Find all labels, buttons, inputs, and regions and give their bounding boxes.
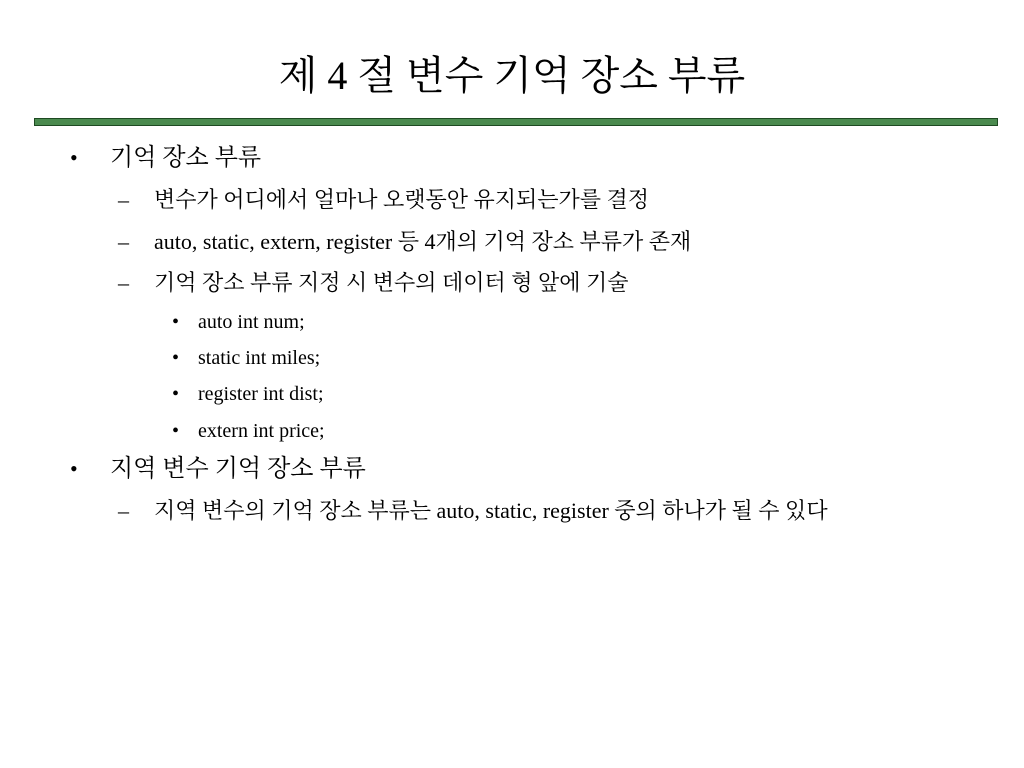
sub-bullet-declaration bbox=[118, 268, 629, 298]
dash-marker: – bbox=[118, 270, 129, 295]
bullet-local-storage-class bbox=[70, 454, 366, 484]
sub-bullet-text: 지역 변수의 기억 장소 부류는 auto, static, register 중의 하나가 될 수 있다 bbox=[154, 498, 828, 523]
bullet-text: 기억 장소 부류 bbox=[110, 145, 262, 171]
code-example-text: auto int num; bbox=[198, 311, 305, 333]
bullet-storage-class bbox=[70, 143, 262, 173]
sub-bullet-local-classes bbox=[118, 496, 934, 526]
code-example-text: register int dist; bbox=[198, 383, 324, 405]
sub-bullet-text: auto, static, extern, register 등 4개의 기억 장소 부류가 존재 bbox=[154, 229, 692, 254]
dash-marker: – bbox=[118, 498, 129, 523]
sub-bullet-four-classes bbox=[118, 227, 692, 257]
sub-bullet-text: 변수가 어디에서 얼마나 오랫동안 유지되는가를 결정 bbox=[154, 187, 650, 212]
bullet-marker: • bbox=[70, 456, 78, 481]
slide-title: 제 4 절 변수 기억 장소 부류 bbox=[278, 53, 746, 98]
bullet-text: 지역 변수 기억 장소 부류 bbox=[110, 456, 366, 482]
code-example-text: extern int price; bbox=[198, 420, 325, 442]
bullet-marker: • bbox=[70, 145, 78, 170]
code-example-extern bbox=[172, 418, 325, 444]
bullet-marker: • bbox=[172, 347, 180, 369]
code-example-static bbox=[172, 345, 321, 371]
dash-marker: – bbox=[118, 187, 129, 212]
code-example-auto bbox=[172, 309, 305, 335]
dash-marker: – bbox=[118, 229, 129, 254]
code-example-text: static int miles; bbox=[198, 347, 321, 369]
code-example-register bbox=[172, 381, 324, 407]
bullet-marker: • bbox=[172, 311, 180, 333]
bullet-marker: • bbox=[172, 383, 180, 405]
sub-bullet-text: 기억 장소 부류 지정 시 변수의 데이터 형 앞에 기술 bbox=[154, 270, 629, 295]
bullet-marker: • bbox=[172, 420, 180, 442]
sub-bullet-duration bbox=[118, 185, 650, 215]
